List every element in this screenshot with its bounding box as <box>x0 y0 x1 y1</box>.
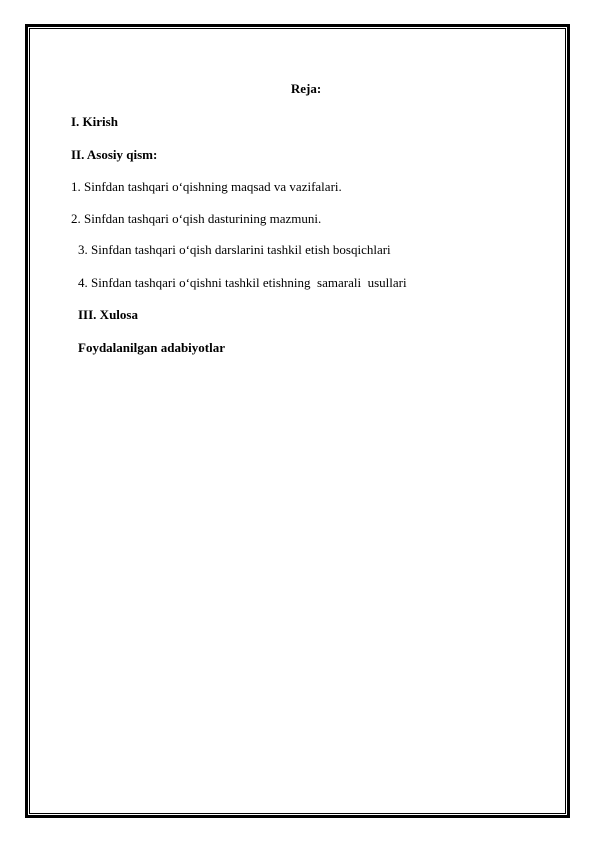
page-title: Reja: <box>290 81 322 96</box>
outline-item-2: 2. Sinfdan tashqari o‘qish dasturining mazmuni. <box>71 211 322 226</box>
page-border-inner <box>29 28 566 814</box>
outline-item-intro: I. Kirish <box>71 114 118 129</box>
outline-item-1: 1. Sinfdan tashqari o‘qishning maqsad va vazifalari. <box>71 179 342 194</box>
outline-item-conclusion: III. Xulosa <box>78 307 138 322</box>
outline-item-4: 4. Sinfdan tashqari o‘qishni tashkil etishning samarali usullari <box>78 275 407 290</box>
outline-item-references: Foydalanilgan adabiyotlar <box>78 340 225 355</box>
outline-item-3: 3. Sinfdan tashqari o‘qish darslarini tashkil etish bosqichlari <box>78 242 391 257</box>
outline-item-main-part: II. Asosiy qism: <box>71 147 158 162</box>
